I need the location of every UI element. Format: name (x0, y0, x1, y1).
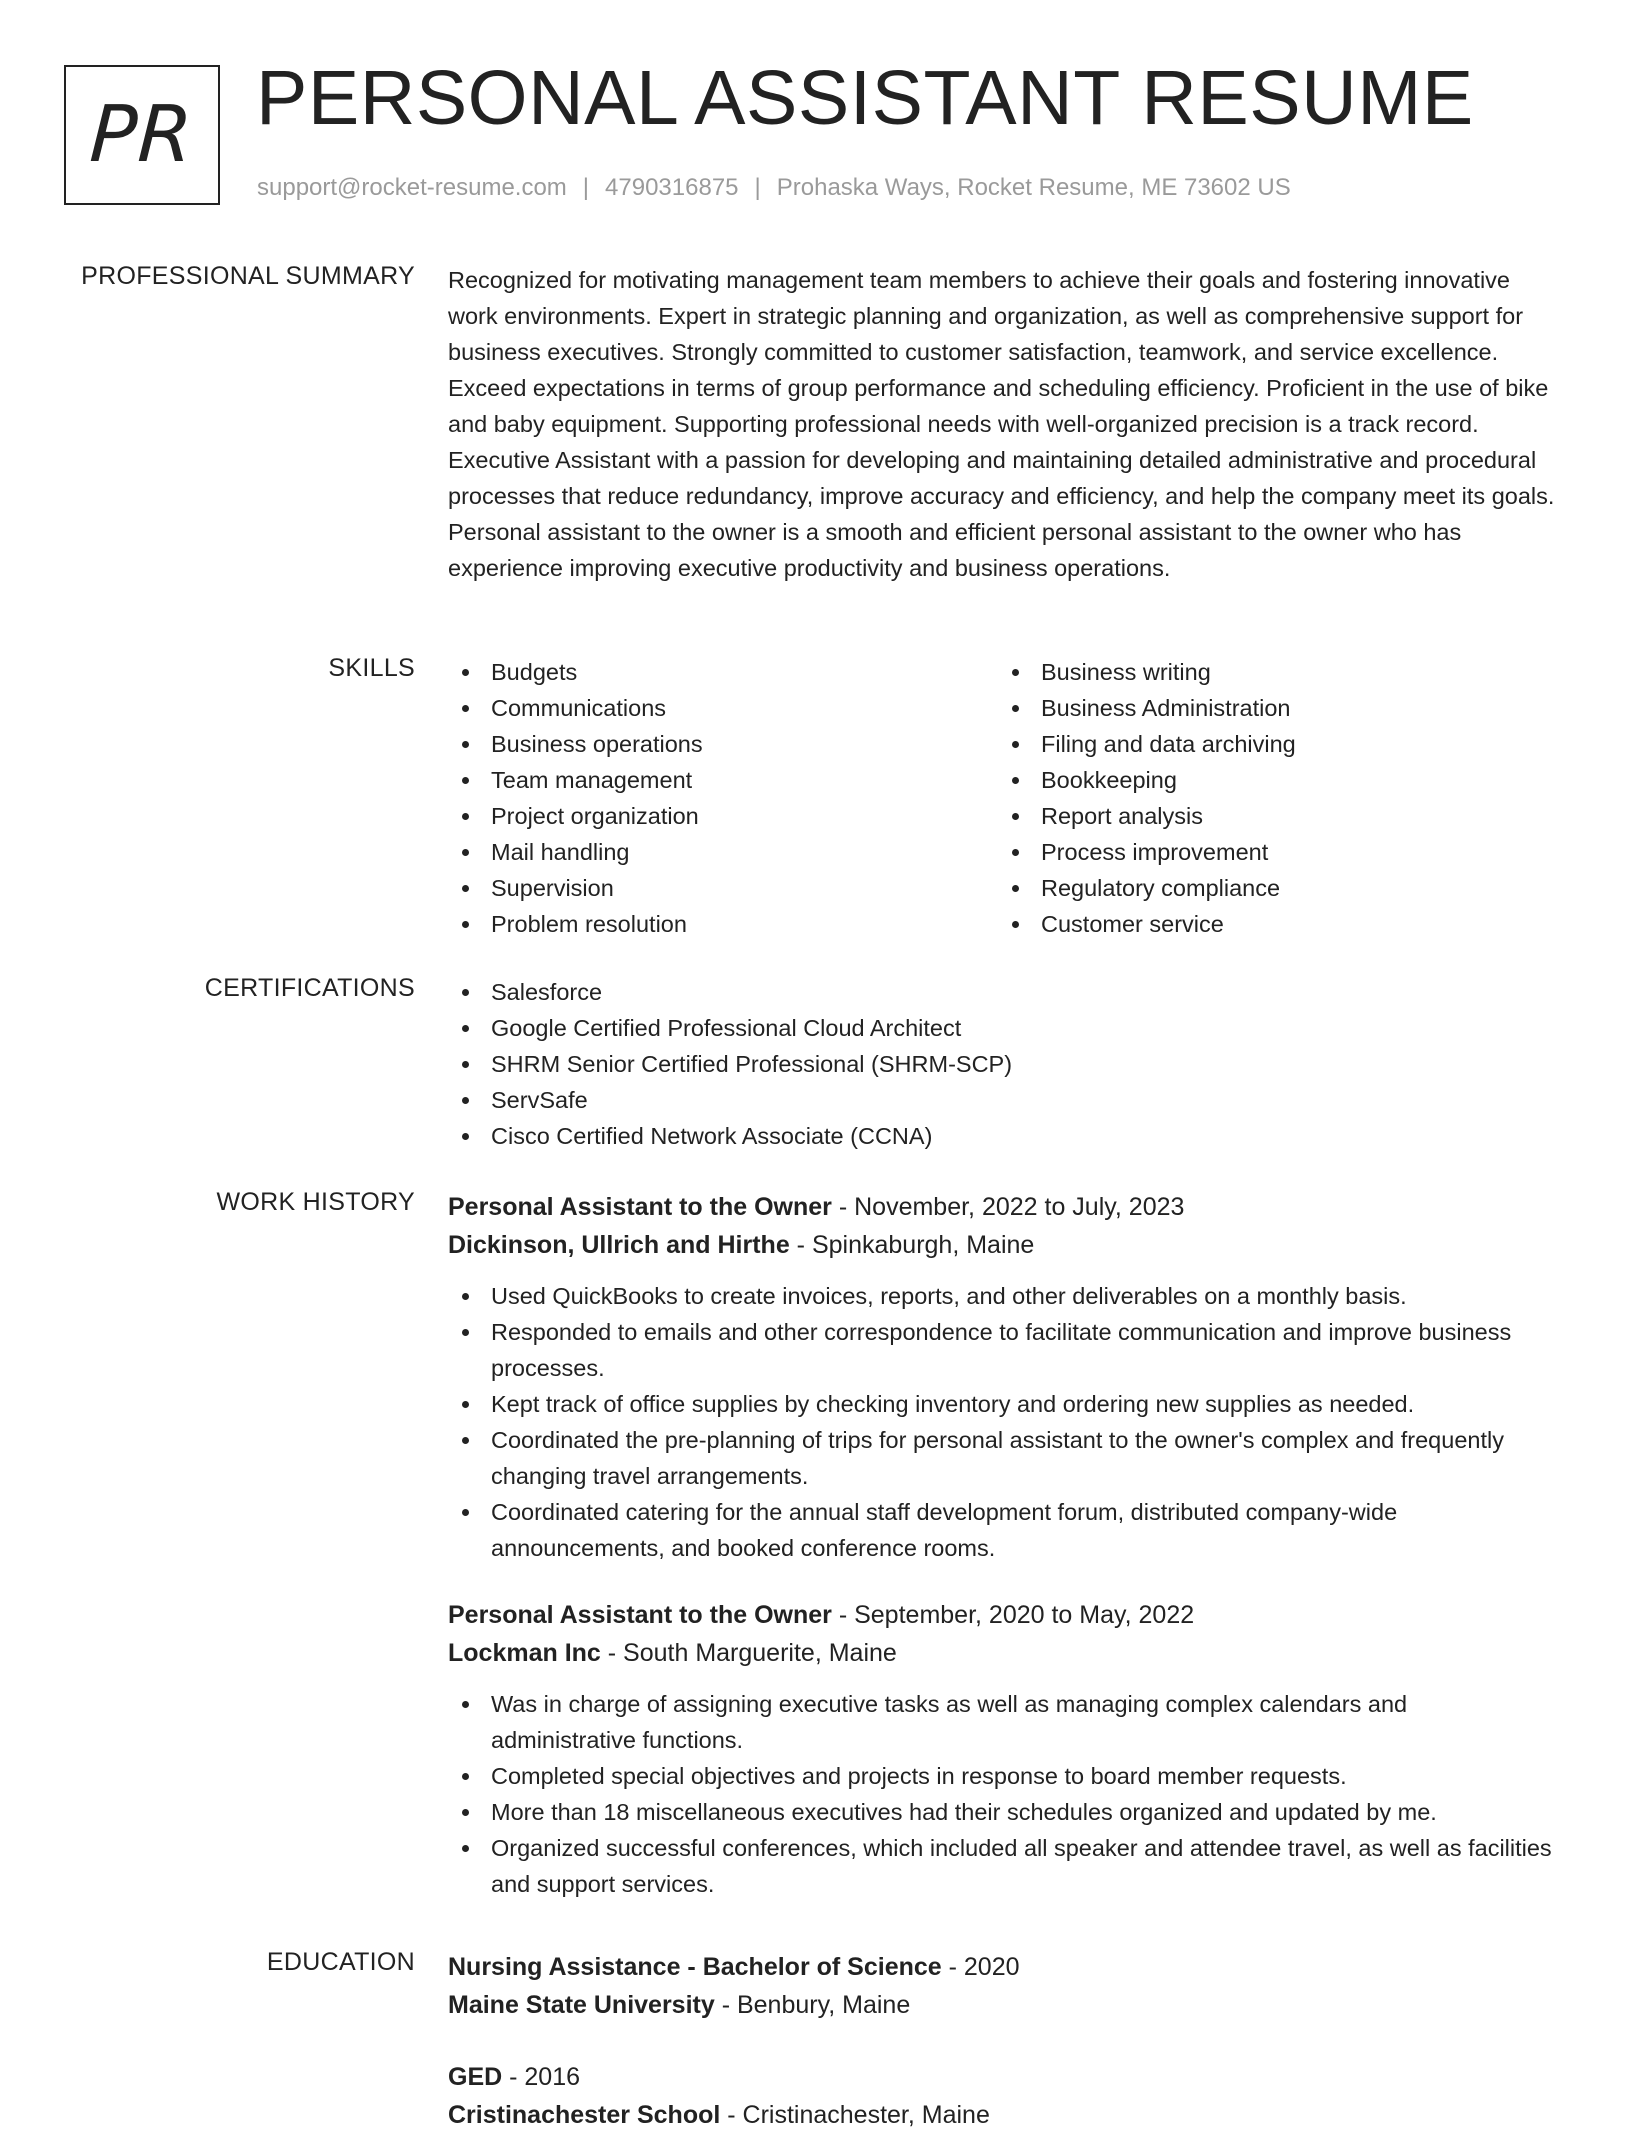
list-item: Business writing (998, 654, 1518, 690)
education-school-line (448, 2096, 1558, 2134)
list-item: Supervision (448, 870, 968, 906)
list-item: Report analysis (998, 798, 1518, 834)
list-item: Cisco Certified Network Associate (CCNA) (448, 1118, 1558, 1154)
education-year: - 2016 (502, 2063, 581, 2091)
list-item: Business operations (448, 726, 968, 762)
list-item: Used QuickBooks to create invoices, reports, and other deliverables on a monthly basis. (448, 1278, 1558, 1314)
list-item: Organized successful conferences, which included all speaker and attendee travel, as well as facilities and support services. (448, 1830, 1558, 1902)
education-school-line (448, 1986, 1558, 2024)
summary-text: Recognized for motivating management team members to achieve their goals and fostering innovative work environments. Expert in strategic planning and organization, as well as comprehensive support for business executives. Strongly committed to customer satisfaction, teamwork, and service excellence. Exceed expectations in terms of group performance and scheduling efficiency. Proficient in the use of bike and baby equipment. Supporting professional needs with well-organized precision is a track record. Executive Assistant with a passion for developing and maintaining detailed administrative and procedural processes that reduce redundancy, improve accuracy and efficiency, and help the company meet its goals. Personal assistant to the owner is a smooth and efficient personal assistant to the owner who has experience improving executive productivity and business operations. (448, 267, 1555, 581)
list-item: Project organization (448, 798, 968, 834)
section-label-education: EDUCATION (266, 1948, 415, 1976)
skills-list-left (448, 654, 968, 942)
job-entry (448, 1596, 1558, 1902)
monogram-initials: PR (88, 90, 196, 180)
list-item: Communications (448, 690, 968, 726)
section-label-certifications: CERTIFICATIONS (204, 974, 415, 1002)
list-item: Coordinated catering for the annual staff development forum, distributed company-wide announcements, and booked conference rooms. (448, 1494, 1558, 1566)
skills-column-right (998, 654, 1518, 942)
list-item: Salesforce (448, 974, 1558, 1010)
education-school: Maine State University (448, 1991, 715, 2019)
list-item: Mail handling (448, 834, 968, 870)
contact-address: Prohaska Ways, Rocket Resume, ME 73602 US (776, 174, 1291, 201)
section-label-summary: PROFESSIONAL SUMMARY (81, 262, 415, 290)
list-item: Problem resolution (448, 906, 968, 942)
list-item: Coordinated the pre-planning of trips for personal assistant to the owner's complex and frequently changing travel arrangements. (448, 1422, 1558, 1494)
job-entry (448, 1188, 1558, 1566)
education-location: - Cristinachester, Maine (720, 2101, 990, 2129)
contact-phone[interactable]: 4790316875 (605, 174, 739, 201)
list-item: SHRM Senior Certified Professional (SHRM-SCP) (448, 1046, 1558, 1082)
job-title-line (448, 1188, 1558, 1226)
job-bullets (448, 1686, 1558, 1902)
job-location: - Spinkaburgh, Maine (789, 1231, 1035, 1259)
contact-email[interactable]: support@rocket-resume.com (257, 174, 567, 201)
education-degree: GED (448, 2063, 503, 2091)
list-item: Completed special objectives and projects in response to board member requests. (448, 1758, 1558, 1794)
list-item: Budgets (448, 654, 968, 690)
section-label-work-history: WORK HISTORY (216, 1188, 415, 1216)
list-item: Bookkeeping (998, 762, 1518, 798)
education-body (448, 1948, 1558, 2134)
list-item: Was in charge of assigning executive tasks as well as managing complex calendars and administrative functions. (448, 1686, 1558, 1758)
job-title: Personal Assistant to the Owner (448, 1193, 832, 1221)
job-company: Lockman Inc (448, 1639, 601, 1667)
job-bullets (448, 1278, 1558, 1566)
education-year: - 2020 (941, 1953, 1020, 1981)
list-item: Business Administration (998, 690, 1518, 726)
contact-separator: | (582, 174, 590, 201)
job-dates: - November, 2022 to July, 2023 (831, 1193, 1185, 1221)
certifications-list (448, 974, 1558, 1154)
education-degree: Nursing Assistance - Bachelor of Science (448, 1953, 942, 1981)
education-entry (448, 2058, 1558, 2134)
education-location: - Benbury, Maine (714, 1991, 911, 2019)
list-item: More than 18 miscellaneous executives had their schedules organized and updated by me. (448, 1794, 1558, 1830)
work-history-body (448, 1188, 1558, 1902)
skills-column-left (448, 654, 968, 942)
job-company: Dickinson, Ullrich and Hirthe (448, 1231, 790, 1259)
job-title-line (448, 1596, 1558, 1634)
job-location: - South Marguerite, Maine (600, 1639, 897, 1667)
list-item: Regulatory compliance (998, 870, 1518, 906)
list-item: ServSafe (448, 1082, 1558, 1118)
contact-separator: | (754, 174, 761, 201)
job-company-line (448, 1226, 1558, 1264)
section-label-skills: SKILLS (328, 654, 415, 682)
list-item: Filing and data archiving (998, 726, 1518, 762)
job-company-line (448, 1634, 1558, 1672)
resume-title: PERSONAL ASSISTANT RESUME (256, 55, 1474, 141)
list-item: Team management (448, 762, 968, 798)
monogram-box (64, 65, 220, 205)
education-school: Cristinachester School (448, 2101, 721, 2129)
list-item: Kept track of office supplies by checking inventory and ordering new supplies as needed. (448, 1386, 1558, 1422)
education-degree-line (448, 1948, 1558, 1986)
job-title: Personal Assistant to the Owner (448, 1601, 832, 1629)
list-item: Responded to emails and other correspondence to facilitate communication and improve business processes. (448, 1314, 1558, 1386)
list-item: Customer service (998, 906, 1518, 942)
list-item: Process improvement (998, 834, 1518, 870)
education-entry (448, 1948, 1558, 2024)
job-dates: - September, 2020 to May, 2022 (831, 1601, 1195, 1629)
education-degree-line (448, 2058, 1558, 2096)
certifications-body (448, 974, 1558, 1154)
list-item: Google Certified Professional Cloud Architect (448, 1010, 1558, 1046)
skills-list-right (998, 654, 1518, 942)
contact-line (257, 174, 1291, 202)
